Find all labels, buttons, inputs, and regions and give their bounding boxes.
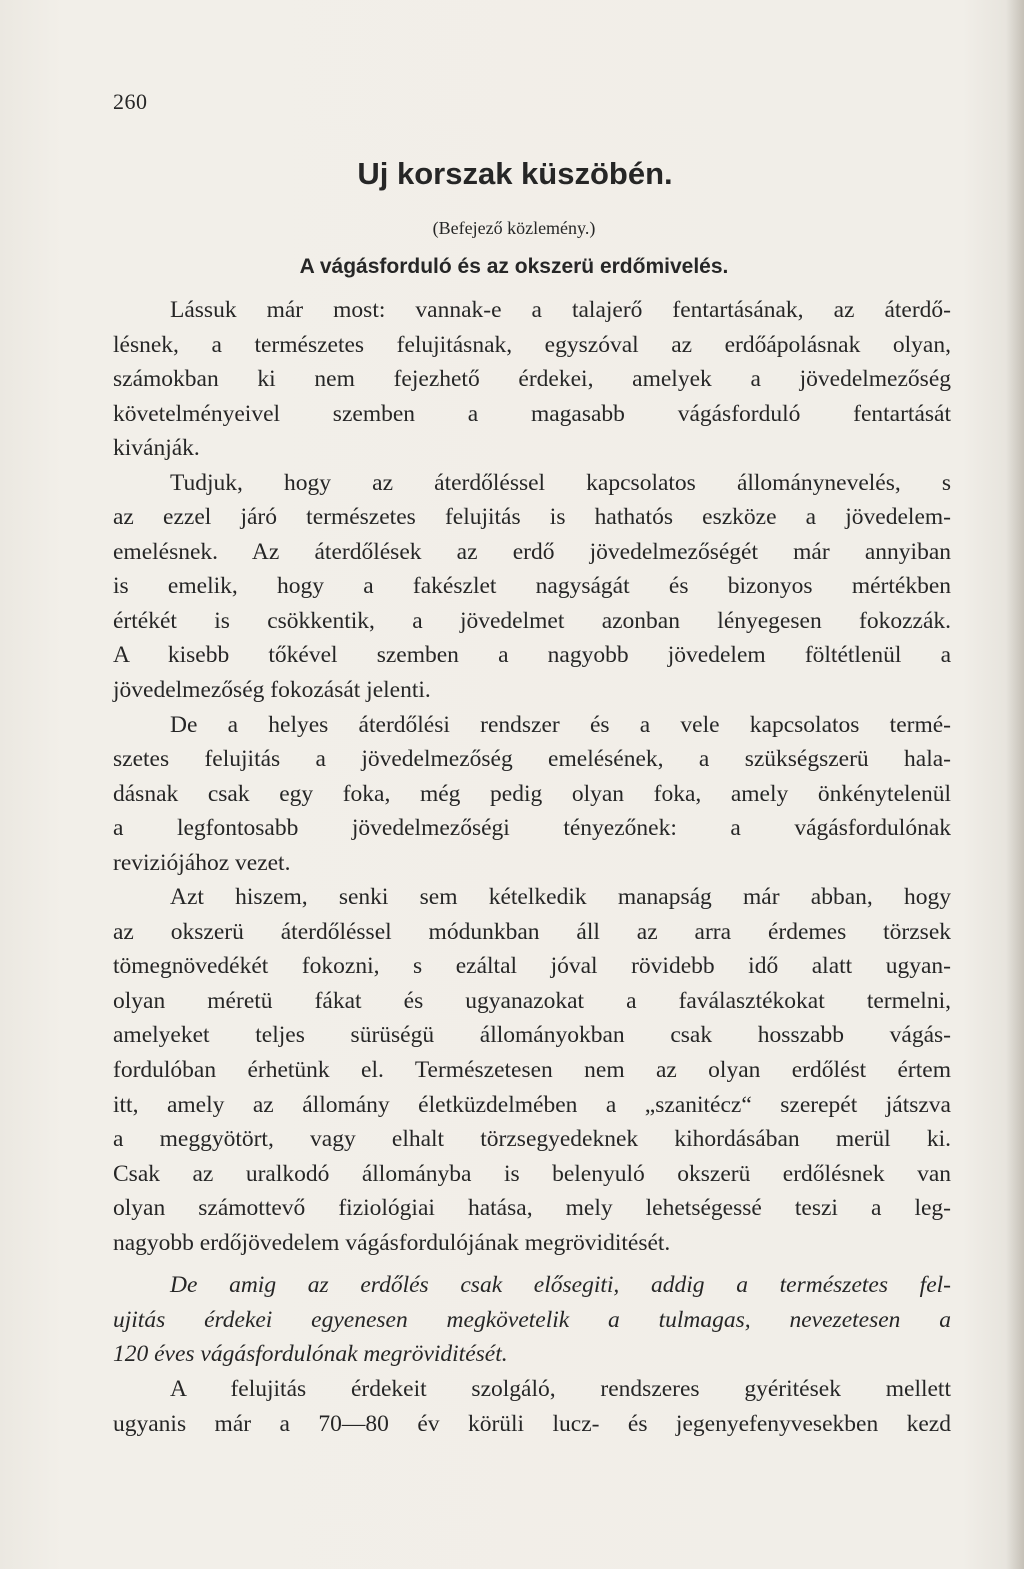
text-line: emelésnek. Az áterdőlések az erdő jövedelmezőségét már annyiban	[113, 538, 951, 565]
text-line: A felujitás érdekeit szolgáló, rendszeres gyéritések mellett	[170, 1375, 951, 1402]
section-heading: A vágásforduló és az okszerü erdőmivelés.	[299, 255, 729, 278]
text-line: De a helyes áterdőlési rendszer és a vele kapcsolatos termé-	[170, 711, 951, 738]
text-line: dásnak csak egy foka, még pedig olyan foka, amely önkénytelenül	[113, 780, 951, 807]
article-title: Uj korszak küszöbén.	[357, 156, 673, 191]
text-line: Tudjuk, hogy az áterdőléssel kapcsolatos állománynevelés, s	[170, 469, 951, 496]
text-line: is emelik, hogy a fakészlet nagyságát és bizonyos mértékben	[113, 573, 951, 600]
text-line: jövedelmezőség fokozását jelenti.	[113, 677, 431, 704]
text-line: ujitás érdekei egyenesen megkövetelik a tulmagas, nevezetesen a	[113, 1306, 951, 1333]
text-line: az ezzel járó természetes felujitás is hathatós eszköze a jövedelem-	[113, 504, 951, 531]
text-line: reviziójához vezet.	[113, 849, 291, 876]
text-line: Lássuk már most: vannak-e a talajerő fentartásának, az áterdő-	[170, 297, 951, 323]
text-line: A kisebb tőkével szemben a nagyobb jövedelem föltétlenül a	[113, 642, 951, 669]
text-line: az okszerü áterdőléssel módunkban áll az arra érdemes törzsek	[113, 918, 951, 945]
text-line: értékét is csökkentik, a jövedelmet azonban lényegesen fokozzák.	[113, 607, 951, 634]
text-line: De amig az erdőlés csak elősegiti, addig a természetes fel-	[170, 1272, 951, 1299]
text-line: a meggyötört, vagy elhalt törzsegyedeknek kihordásában merül ki.	[113, 1126, 951, 1153]
text-line: lésnek, a természetes felujitásnak, egyszóval az erdőápolásnak olyan,	[113, 331, 951, 358]
body-text	[113, 293, 951, 1441]
page-number: 260	[113, 89, 148, 114]
text-line: olyan számottevő fiziológiai hatása, mely lehetségessé teszi a leg-	[113, 1195, 951, 1222]
text-line: szetes felujitás a jövedelmezőség emelésének, a szükségszerü hala-	[113, 746, 951, 773]
text-line: amelyeket teljes sürüségü állományokban csak hosszabb vágás-	[113, 1022, 951, 1049]
text-line: tömegnövedékét fokozni, s ezáltal jóval rövidebb idő alatt ugyan-	[113, 953, 951, 980]
text-line: Csak az uralkodó állományba is belenyuló okszerü erdőlésnek van	[113, 1160, 951, 1187]
text-line: olyan méretü fákat és ugyanazokat a faválasztékokat termelni,	[113, 987, 951, 1014]
text-line: fordulóban érhetünk el. Természetesen nem az olyan erdőlést értem	[113, 1057, 951, 1084]
text-line: nagyobb erdőjövedelem vágásfordulójának megröviditését.	[113, 1229, 671, 1256]
text-line: a legfontosabb jövedelmezőségi tényezőnek: a vágásfordulónak	[113, 815, 951, 842]
text-line: követelményeivel szemben a magasabb vágásforduló fentartását	[113, 400, 951, 427]
text-line: 120 éves vágásfordulónak megröviditését.	[113, 1341, 508, 1368]
text-line: Azt hiszem, senki sem kételkedik manapság már abban, hogy	[170, 884, 951, 911]
text-line: itt, amely az állomány életküzdelmében a „szanitécz“ szerepét játszva	[113, 1091, 951, 1118]
text-line: számokban ki nem fejezhető érdekei, amelyek a jövedelmezőség	[113, 366, 951, 393]
article-subtitle: (Befejező közlemény.)	[432, 218, 596, 238]
text-line: ugyanis már a 70—80 év körüli lucz- és jegenyefenyvesekben kezd	[113, 1410, 951, 1437]
text-line: kivánják.	[113, 435, 200, 462]
